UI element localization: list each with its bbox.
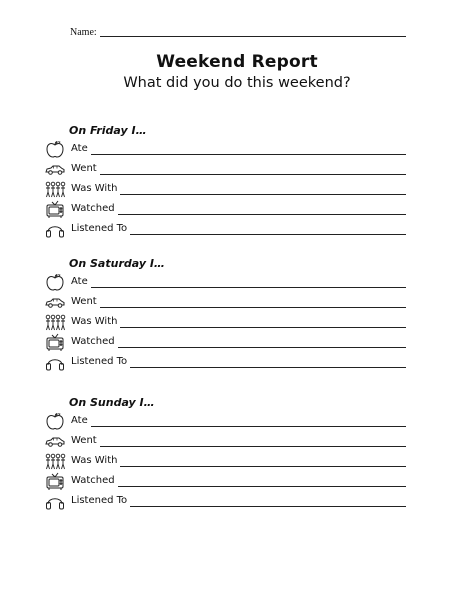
answer-line[interactable] [120,466,406,467]
car-icon [44,160,66,179]
section-day-2 [44,257,414,377]
answer-line[interactable] [118,486,406,487]
section-heading: On Friday I… [69,124,147,137]
tv-icon [44,472,66,491]
page-title: Weekend Report [156,52,318,72]
answer-row [44,353,406,372]
apple-icon [44,140,66,159]
row-label: Watched [71,336,115,347]
row-label: Went [71,163,97,174]
answer-line[interactable] [120,327,406,328]
answer-row [44,180,406,199]
row-label: Ate [71,143,88,154]
answer-row [44,333,406,352]
row-label: Was With [71,183,118,194]
answer-line[interactable] [100,307,406,308]
answer-line[interactable] [120,194,406,195]
row-label: Watched [71,203,115,214]
row-label: Ate [71,415,88,426]
answer-row [44,140,406,159]
headphones-icon [44,353,66,372]
section-heading: On Saturday I… [69,257,165,270]
answer-row [44,313,406,332]
answer-row [44,432,406,451]
people-icon [44,452,66,471]
answer-line[interactable] [91,287,406,288]
answer-row [44,492,406,511]
name-input-line[interactable] [100,35,406,37]
people-icon [44,313,66,332]
answer-line[interactable] [130,506,406,507]
page-subtitle: What did you do this weekend? [123,75,351,91]
answer-line[interactable] [130,367,406,368]
answer-row [44,452,406,471]
row-label: Listened To [71,223,128,234]
answer-line[interactable] [100,174,406,175]
headphones-icon [44,220,66,239]
section-heading: On Sunday I… [69,396,155,409]
row-label: Was With [71,316,118,327]
row-label: Was With [71,455,118,466]
row-label: Ate [71,276,88,287]
answer-row [44,472,406,491]
row-label: Went [71,296,97,307]
answer-row [44,200,406,219]
row-label: Listened To [71,356,128,367]
headphones-icon [44,492,66,511]
people-icon [44,180,66,199]
answer-row [44,412,406,431]
row-label: Watched [71,475,115,486]
section-day-1 [44,124,414,244]
answer-line[interactable] [118,214,406,215]
car-icon [44,432,66,451]
answer-line[interactable] [100,446,406,447]
answer-row [44,220,406,239]
answer-line[interactable] [130,234,406,235]
answer-line[interactable] [91,154,406,155]
name-row [70,24,406,38]
section-day-3 [44,396,414,516]
answer-line[interactable] [118,347,406,348]
answer-row [44,273,406,292]
answer-row [44,160,406,179]
answer-row [44,293,406,312]
apple-icon [44,412,66,431]
row-label: Went [71,435,97,446]
tv-icon [44,333,66,352]
tv-icon [44,200,66,219]
apple-icon [44,273,66,292]
answer-line[interactable] [91,426,406,427]
car-icon [44,293,66,312]
row-label: Listened To [71,495,128,506]
name-label: Name: [70,27,97,38]
